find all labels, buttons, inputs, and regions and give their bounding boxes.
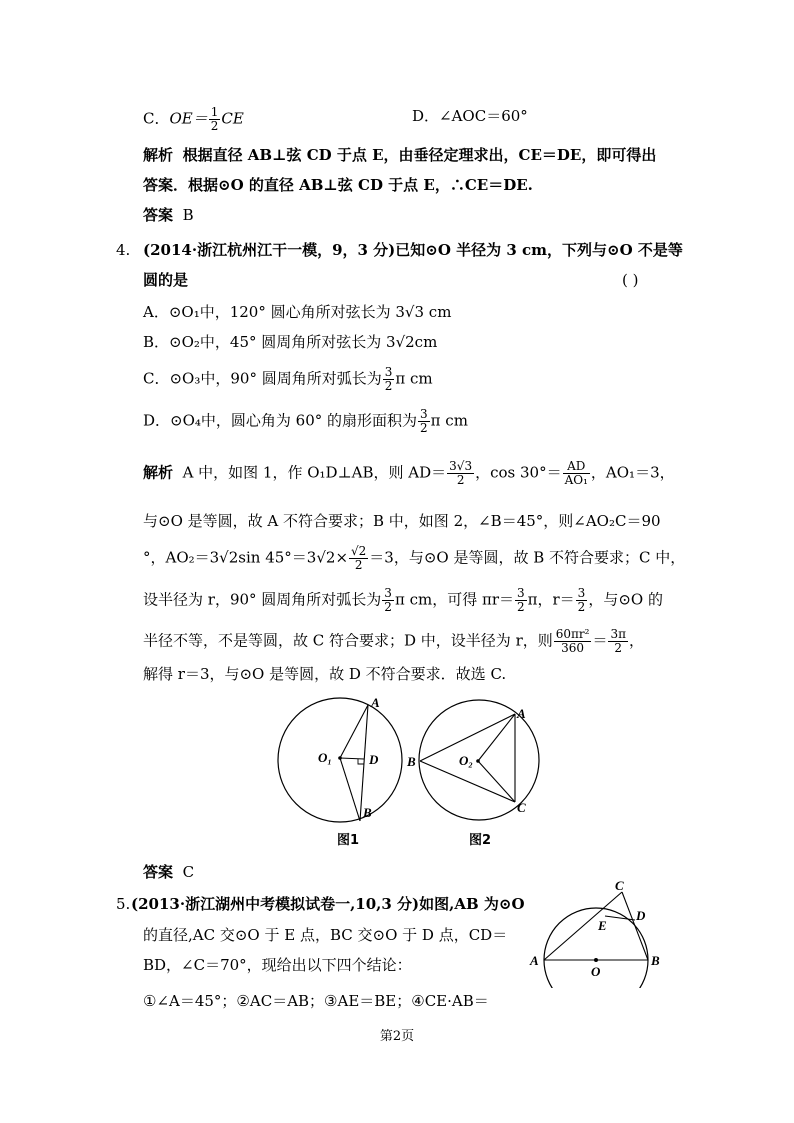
fig2-label-a: A [517, 706, 526, 721]
q5-label-a: A [530, 953, 539, 968]
fig2-label-c: C [517, 800, 526, 815]
fig1-caption: 图1 [337, 833, 360, 848]
fig2-radius-oc [478, 761, 515, 802]
q5-stem-line2: 的直径,AC 交⊙O 于 E 点，BC 交⊙O 于 D 点，CD＝ [143, 926, 508, 944]
q4-analysis-line6: 解得 r＝3，与⊙O 是等圆，故 D 不符合要求．故选 C. [143, 665, 507, 683]
figure-1 [270, 695, 410, 825]
fig2-label-o2: O₂ [459, 753, 473, 768]
q4-answer: 答案 C [143, 863, 195, 881]
q5-label-d: D [636, 908, 646, 923]
q5-line-ac [544, 892, 622, 960]
q3-answer: 答案 B [143, 206, 194, 224]
q4-option-b: B．⊙O₂中，45° 圆周角所对弦长为 3√2cm [143, 333, 438, 351]
q4-analysis-line1: 解析 A 中，如图 1，作 O₁D⊥AB，则 AD＝ $\frac{3√3}{2}$ ，cos 30°＝ $\frac{AD}{\text{AO₁}}$ ，AO₁＝3， [143, 459, 675, 487]
q5-number: 5. [116, 895, 131, 913]
fig2-label-b: B [407, 754, 416, 769]
fig1-label-a: A [371, 695, 380, 710]
q5-stem-line3: BD，∠C＝70°，现给出以下四个结论： [143, 956, 412, 974]
q4-analysis-line2: 与⊙O 是等圆，故 A 不符合要求；B 中，如图 2，∠B＝45°，则∠AO₂C＝90 [143, 512, 661, 530]
fig1-radius-oa [340, 705, 368, 758]
q5-center-dot [594, 958, 598, 962]
q3-analysis-line2: 答案．根据⊙O 的直径 AB⊥弦 CD 于点 E，∴CE＝DE. [143, 176, 533, 194]
figure-q5 [525, 878, 675, 988]
q4-option-c: C．⊙O₃中，90° 圆周角所对弧长为 $\frac{3}{2}$ π cm [143, 365, 433, 393]
q5-label-e: E [598, 918, 607, 933]
q4-stem-line1: (2014·浙江杭州江干一模，9，3 分)已知⊙O 半径为 3 cm，下列与⊙O 不是等 [143, 241, 683, 259]
fig1-label-b: B [363, 805, 372, 820]
q5-stem-line1: (2013·浙江湖州中考模拟试卷一,10,3 分)如图,AB 为⊙O [131, 895, 525, 913]
q4-stem-line2: 圆的是 [143, 271, 189, 289]
page-number: 第2页 [379, 1029, 415, 1044]
q4-answer-blank: ( ) [622, 271, 639, 289]
fig1-label-o1: O₁ [318, 750, 332, 765]
fig1-circle [278, 698, 402, 822]
fig1-label-d: D [369, 752, 379, 767]
q4-analysis-line3: °，AO₂＝3√2sin 45°＝3√2× $\frac{√2}{2}$ ＝3，与⊙O 是等圆，故 B 不符合要求；C 中， [143, 544, 686, 572]
q5-stem-line4: ①∠A＝45°；②AC＝AB；③AE＝BE；④CE·AB＝ [143, 992, 489, 1010]
q5-line-bc [622, 892, 648, 960]
figure-2 [403, 695, 543, 825]
fig2-caption: 图2 [469, 833, 492, 848]
q3-option-c: C．OE＝ $\frac{1}{2}$ CE [143, 105, 244, 133]
q3-analysis-line1: 解析 根据直径 AB⊥弦 CD 于点 E，由垂径定理求出，CE＝DE，即可得出 [143, 146, 657, 164]
q4-option-a: A．⊙O₁中，120° 圆心角所对弦长为 3√3 cm [143, 303, 452, 321]
fig1-center-dot [338, 756, 342, 760]
fig1-radius-ob [340, 758, 360, 821]
q5-label-b: B [651, 953, 660, 968]
fig1-right-angle-mark [358, 759, 364, 764]
q3-option-d: D．∠AOC＝60° [412, 107, 528, 125]
fig2-center-dot [476, 759, 480, 763]
q4-number: 4. [116, 241, 131, 259]
q4-analysis-line5: 半径不等，不是等圆，故 C 符合要求；D 中，设半径为 r，则 $\frac{\text{60πr²}}{360}$ ＝ $\frac{3\pi}{2}$ ， [143, 627, 645, 655]
fig2-radius-oa [478, 714, 515, 761]
fig1-perp-od [340, 758, 364, 759]
q5-label-c: C [615, 878, 624, 893]
fig1-chord-ab [360, 705, 368, 821]
q4-analysis-line4: 设半径为 r，90° 圆周角所对弧长为 $\frac{3}{2}$ π cm，可得 πr＝ $\frac{3}{2}$ π，r＝ $\frac{3}{2}$ ，与⊙O 的 [143, 586, 663, 614]
q5-line-ed [605, 916, 635, 920]
q5-label-o: O [591, 964, 601, 979]
q4-option-d: D．⊙O₄中，圆心角为 60° 的扇形面积为 $\frac{3}{2}$ π cm [143, 407, 468, 435]
